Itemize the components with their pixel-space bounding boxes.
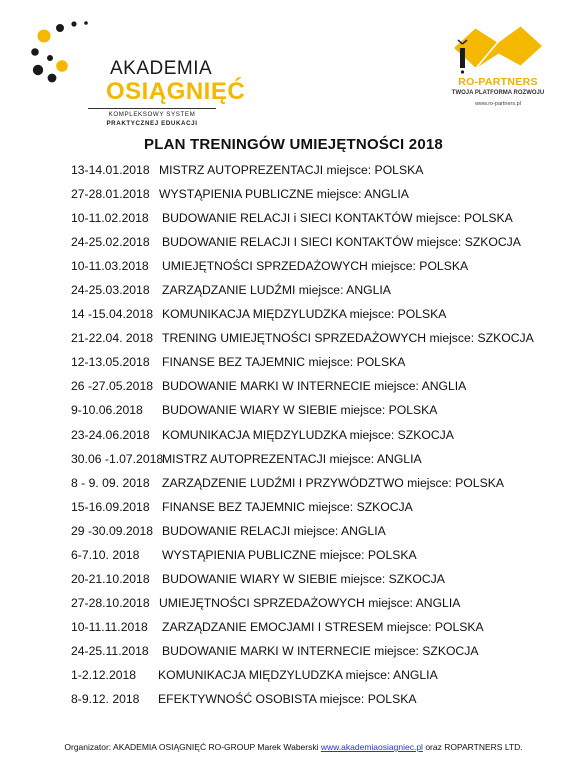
list-item — [71, 283, 571, 307]
training-date: 24-25.02.2018 — [71, 235, 150, 250]
training-description: ZARZĄDZENIE LUDŹMI I PRZYWÓDZTWO miejsce: POLSKA — [162, 475, 504, 490]
training-description: UMIEJĘTNOŚCI SPRZEDAŻOWYCH miejsce: POLSKA — [162, 259, 469, 274]
list-item — [71, 476, 571, 500]
training-date: 23-24.06.2018 — [71, 427, 150, 442]
logo-divider — [88, 108, 216, 109]
list-item — [71, 163, 571, 187]
ro-partners-url: www.ro-partners.pl — [475, 101, 521, 107]
list-item — [71, 211, 571, 235]
list-item — [71, 187, 571, 211]
list-item — [71, 668, 571, 692]
training-description: WYSTĄPIENIA PUBLICZNE miejsce: POLSKA — [162, 547, 417, 562]
training-date: 15-16.09.2018 — [71, 499, 150, 514]
list-item — [71, 500, 571, 524]
training-description: TRENING UMIEJĘTNOŚCI SPRZEDAŻOWYCH miejsce: SZKOCJA — [162, 331, 534, 346]
list-item — [71, 428, 571, 452]
footer-suffix: oraz ROPARTNERS LTD. — [425, 742, 523, 752]
logo-tagline2: PRAKTYCZNEJ EDUKACJI — [106, 120, 198, 127]
training-description: BUDOWANIE MARKI W INTERNECIE miejsce: SZKOCJA — [162, 643, 479, 658]
list-item — [71, 692, 571, 716]
list-item — [71, 331, 571, 355]
handshake-icon — [446, 18, 550, 74]
training-date: 10-11.02.2018 — [71, 211, 149, 226]
training-date: 8-9.12. 2018 — [71, 692, 140, 707]
training-description: UMIEJĘTNOŚCI SPRZEDAŻOWYCH miejsce: ANGLIA — [159, 595, 461, 610]
list-item — [71, 596, 571, 620]
training-date: 20-21.10.2018 — [71, 571, 150, 586]
list-item — [71, 524, 571, 548]
training-description: ZARZĄDZANIE LUDŹMI miejsce: ANGLIA — [162, 283, 391, 298]
training-date: 10-11.11.2018 — [71, 619, 148, 634]
training-list — [71, 163, 571, 716]
list-item — [71, 644, 571, 668]
training-date: 8 - 9. 09. 2018 — [71, 475, 150, 490]
training-description: BUDOWANIE WIARY W SIEBIE miejsce: POLSKA — [162, 403, 438, 418]
logo-name-line1: AKADEMIA — [110, 58, 213, 79]
list-item — [71, 452, 571, 476]
training-date: 6-7.10. 2018 — [71, 547, 140, 562]
training-date: 9-10.06.2018 — [71, 403, 143, 418]
training-description: MISTRZ AUTOPREZENTACJI miejsce: POLSKA — [159, 163, 424, 177]
training-date: 29 -30.09.2018 — [71, 523, 153, 538]
training-description: EFEKTYWNOŚĆ OSOBISTA miejsce: POLSKA — [158, 692, 417, 707]
training-description: WYSTĄPIENIA PUBLICZNE miejsce: ANGLIA — [159, 187, 409, 202]
list-item — [71, 620, 571, 644]
training-description: BUDOWANIE RELACJI miejsce: ANGLIA — [162, 523, 386, 538]
training-description: BUDOWANIE MARKI W INTERNECIE miejsce: ANGLIA — [162, 379, 467, 394]
training-date: 24-25.11.2018 — [71, 643, 149, 658]
akademia-osiagniec-logo — [28, 18, 246, 128]
training-date: 12-13.05.2018 — [71, 355, 150, 370]
page-title: PLAN TRENINGÓW UMIEJĘTNOŚCI 2018 — [144, 136, 443, 153]
ro-partners-tagline: TWOJA PLATFORMA ROZWOJU — [451, 90, 545, 96]
training-description: ZARZĄDZANIE EMOCJAMI I STRESEM miejsce: POLSKA — [162, 619, 484, 634]
footer-prefix: Organizator: AKADEMIA OSIĄGNIĘĆ RO-GROUP Marek Waberski — [64, 742, 319, 752]
list-item — [71, 235, 571, 259]
akademia-website-link[interactable]: www.akademiaosiagniec.pl — [320, 742, 423, 752]
list-item — [71, 355, 571, 379]
training-description: BUDOWANIE RELACJI i SIECI KONTAKTÓW miejsce: POLSKA — [162, 211, 513, 226]
training-description: BUDOWANIE RELACJI I SIECI KONTAKTÓW miejsce: SZKOCJA — [162, 235, 521, 250]
list-item — [71, 403, 571, 427]
training-description: KOMUNIKACJA MIĘDZYLUDZKA miejsce: POLSKA — [162, 307, 447, 322]
training-description: BUDOWANIE WIARY W SIEBIE miejsce: SZKOCJA — [162, 571, 445, 586]
logo-tagline1: KOMPLEKSOWY SYSTEM — [108, 111, 196, 118]
training-description: KOMUNIKACJA MIĘDZYLUDZKA miejsce: SZKOCJA — [162, 427, 454, 442]
training-date: 13-14.01.2018 — [71, 163, 150, 177]
logo-name-line2: OSIĄGNIĘĆ — [106, 78, 246, 105]
training-description: MISTRZ AUTOPREZENTACJI miejsce: ANGLIA — [162, 451, 422, 466]
training-date: 21-22.04. 2018 — [71, 331, 153, 346]
training-description: FINANSE BEZ TAJEMNIC miejsce: SZKOCJA — [162, 499, 413, 514]
training-description: FINANSE BEZ TAJEMNIC miejsce: POLSKA — [162, 355, 406, 370]
training-date: 27-28.10.2018 — [71, 595, 150, 610]
list-item — [71, 379, 571, 403]
ro-partners-logo — [438, 18, 558, 128]
ro-partners-name: RO-PARTNERS — [458, 76, 538, 88]
training-date: 30.06 -1.07.2018 — [71, 451, 164, 466]
training-description: KOMUNIKACJA MIĘDZYLUDZKA miejsce: ANGLIA — [158, 667, 438, 682]
training-date: 27-28.01.2018 — [71, 187, 150, 202]
footer-organizer — [0, 742, 587, 752]
training-date: 24-25.03.2018 — [71, 283, 150, 298]
training-date: 26 -27.05.2018 — [71, 379, 153, 394]
list-item — [71, 572, 571, 596]
list-item — [71, 307, 571, 331]
training-date: 1-2.12.2018 — [71, 667, 137, 682]
training-date: 10-11.03.2018 — [71, 259, 149, 274]
training-date: 14 -15.04.2018 — [71, 307, 153, 322]
list-item — [71, 548, 571, 572]
list-item — [71, 259, 571, 283]
